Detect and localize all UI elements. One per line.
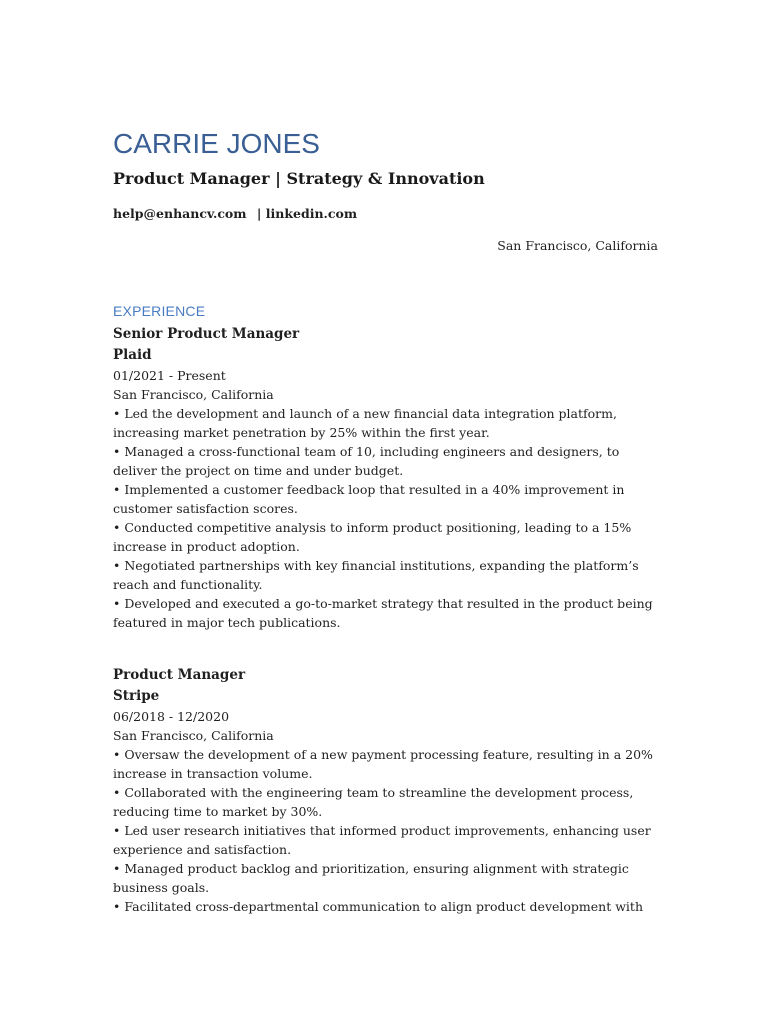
job-location: San Francisco, California [113,387,274,402]
job-entry-stripe [113,665,658,916]
job-bullet: • Negotiated partnerships with key financial institutions, expanding the platform’s reach and functionality. [113,558,639,592]
candidate-location: San Francisco, California [497,238,658,253]
job-bullets [113,404,658,632]
job-location: San Francisco, California [113,728,274,743]
job-bullet: • Managed a cross-functional team of 10, including engineers and designers, to deliver the project on time and under budget. [113,444,620,478]
job-entry-plaid [113,324,658,632]
email-link[interactable]: help@enhancv.com [113,206,247,221]
job-role: Senior Product Manager [113,326,300,342]
job-bullet: • Managed product backlog and prioritization, ensuring alignment with strategic business goals. [113,861,629,895]
candidate-name: CARRIE JONES [113,128,320,159]
job-bullet: • Oversaw the development of a new payment processing feature, resulting in a 20% increase in transaction volume. [113,747,653,781]
experience-section-title: EXPERIENCE [113,303,206,319]
job-bullet: • Conducted competitive analysis to inform product positioning, leading to a 15% increase in product adoption. [113,520,632,554]
linkedin-link[interactable]: linkedin.com [265,206,358,221]
job-bullet: • Implemented a customer feedback loop that resulted in a 40% improvement in customer satisfaction scores. [113,482,625,516]
job-bullet: • Led user research initiatives that informed product improvements, enhancing user experience and satisfaction. [113,823,651,857]
job-company: Stripe [113,688,160,704]
job-bullets [113,745,658,916]
contact-separator: | [256,206,262,221]
job-company: Plaid [113,347,152,363]
job-bullet: • Facilitated cross-departmental communication to align product development with [113,899,643,914]
job-dates: 01/2021 - Present [113,368,226,383]
candidate-headline: Product Manager | Strategy & Innovation [113,169,485,188]
job-dates: 06/2018 - 12/2020 [113,709,230,724]
job-bullet: • Collaborated with the engineering team to streamline the development process, reducing time to market by 30%. [113,785,634,819]
contact-line [113,205,357,223]
job-bullet: • Developed and executed a go-to-market strategy that resulted in the product being featured in major tech publications. [113,596,653,630]
job-bullet: • Led the development and launch of a new financial data integration platform, increasing market penetration by 25% within the first year. [113,406,617,440]
job-role: Product Manager [113,667,246,683]
